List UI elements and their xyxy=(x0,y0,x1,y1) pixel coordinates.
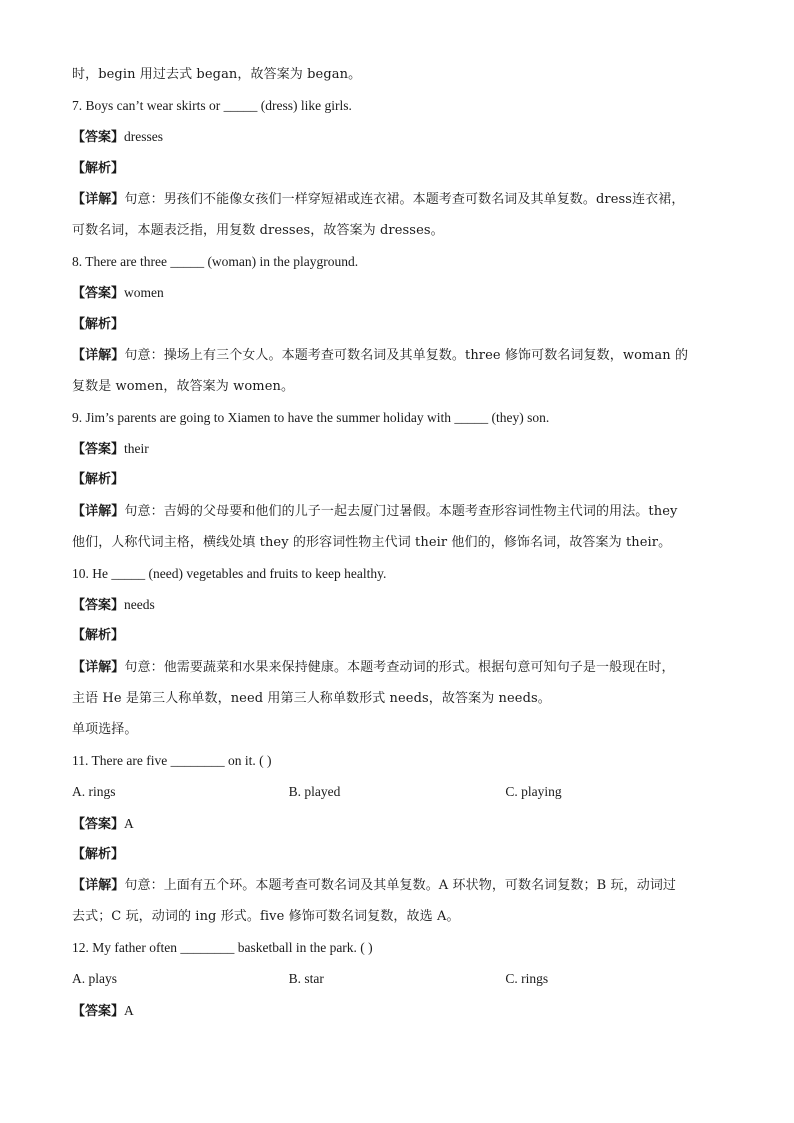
text-line: 时，begin 用过去式 began，故答案为 began。 xyxy=(72,67,362,82)
detail-8-cont: 复数是 women，故答案为 women。 xyxy=(72,378,295,394)
detail-text: 句意：上面有五个环。本题考查可数名词及其单复数。A 环状物，可数名词复数；B 玩，动词过 xyxy=(124,877,677,893)
question-12: 12. My father often ________ basketball in the park. ( ) xyxy=(72,940,373,956)
detail-9-cont: 他们，人称代词主格，横线处填 they 的形容词性物主代词 their 他们的，修饰名词，故答案为 their。 xyxy=(72,534,672,550)
analysis-label: 【解析】 xyxy=(72,846,125,862)
option-b: B. played xyxy=(288,784,341,800)
answer-value: A xyxy=(124,1002,134,1018)
detail-label: 【详解】 xyxy=(72,659,125,675)
option-b: B. star xyxy=(288,971,324,987)
answer-value: dresses xyxy=(124,129,164,145)
answer-7 xyxy=(72,124,722,155)
answer-value: needs xyxy=(124,597,155,613)
detail-9 xyxy=(72,499,722,530)
options-12 xyxy=(72,966,722,997)
analysis-10 xyxy=(72,623,722,654)
answer-label: 【答案】 xyxy=(72,1003,125,1019)
answer-value: women xyxy=(124,285,164,301)
detail-7 xyxy=(72,187,722,218)
detail-10 xyxy=(72,655,722,686)
answer-value: their xyxy=(124,441,149,457)
answer-11 xyxy=(72,811,722,842)
answer-label: 【答案】 xyxy=(72,598,125,614)
question-9: 9. Jim’s parents are going to Xiamen to have the summer holiday with _____ (they) son. xyxy=(72,410,550,426)
detail-11 xyxy=(72,873,722,904)
detail-label: 【详解】 xyxy=(72,503,125,519)
question-7: 7. Boys can’t wear skirts or _____ (dress) like girls. xyxy=(72,98,352,114)
detail-label: 【详解】 xyxy=(72,191,125,207)
options-11 xyxy=(72,779,722,810)
answer-value: A xyxy=(124,815,134,831)
answer-10 xyxy=(72,592,722,623)
analysis-label: 【解析】 xyxy=(72,628,125,644)
document-content xyxy=(72,62,722,1029)
detail-10-cont: 主语 He 是第三人称单数，need 用第三人称单数形式 needs，故答案为 needs。 xyxy=(72,690,551,706)
analysis-9 xyxy=(72,467,722,498)
detail-7-cont: 可数名词，本题表泛指，用复数 dresses，故答案为 dresses。 xyxy=(72,222,444,238)
detail-text: 句意：吉姆的父母要和他们的儿子一起去厦门过暑假。本题考查形容词性物主代词的用法。they xyxy=(124,503,678,519)
option-a: A. plays xyxy=(72,971,117,987)
analysis-11 xyxy=(72,842,722,873)
analysis-8 xyxy=(72,312,722,343)
answer-label: 【答案】 xyxy=(72,130,125,146)
detail-text: 句意：他需要蔬菜和水果来保持健康。本题考查动词的形式。根据句意可知句子是一般现在时， xyxy=(124,659,675,675)
detail-8 xyxy=(72,343,722,374)
answer-8 xyxy=(72,280,722,311)
detail-text: 句意：操场上有三个女人。本题考查可数名词及其单复数。three 修饰可数名词复数，woman 的 xyxy=(124,347,689,363)
analysis-label: 【解析】 xyxy=(72,316,125,332)
analysis-label: 【解析】 xyxy=(72,160,125,176)
question-8: 8. There are three _____ (woman) in the playground. xyxy=(72,254,359,270)
option-c: C. rings xyxy=(505,971,549,987)
detail-text: 句意：男孩们不能像女孩们一样穿短裙或连衣裙。本题考查可数名词及其单复数。dress连衣裙， xyxy=(124,191,685,207)
question-11: 11. There are five ________ on it. ( ) xyxy=(72,753,272,769)
analysis-7 xyxy=(72,156,722,187)
analysis-label: 【解析】 xyxy=(72,472,125,488)
answer-9 xyxy=(72,436,722,467)
detail-11-cont: 去式；C 玩，动词的 ing 形式。five 修饰可数名词复数，故选 A。 xyxy=(72,909,460,925)
question-10: 10. He _____ (need) vegetables and fruits to keep healthy. xyxy=(72,566,387,581)
answer-label: 【答案】 xyxy=(72,816,125,832)
option-c: C. playing xyxy=(505,784,562,800)
section-heading: 单项选择。 xyxy=(72,721,138,737)
detail-label: 【详解】 xyxy=(72,347,125,363)
answer-label: 【答案】 xyxy=(72,286,125,302)
answer-label: 【答案】 xyxy=(72,442,125,458)
option-a: A. rings xyxy=(72,784,116,800)
answer-12 xyxy=(72,998,722,1029)
detail-label: 【详解】 xyxy=(72,877,125,893)
